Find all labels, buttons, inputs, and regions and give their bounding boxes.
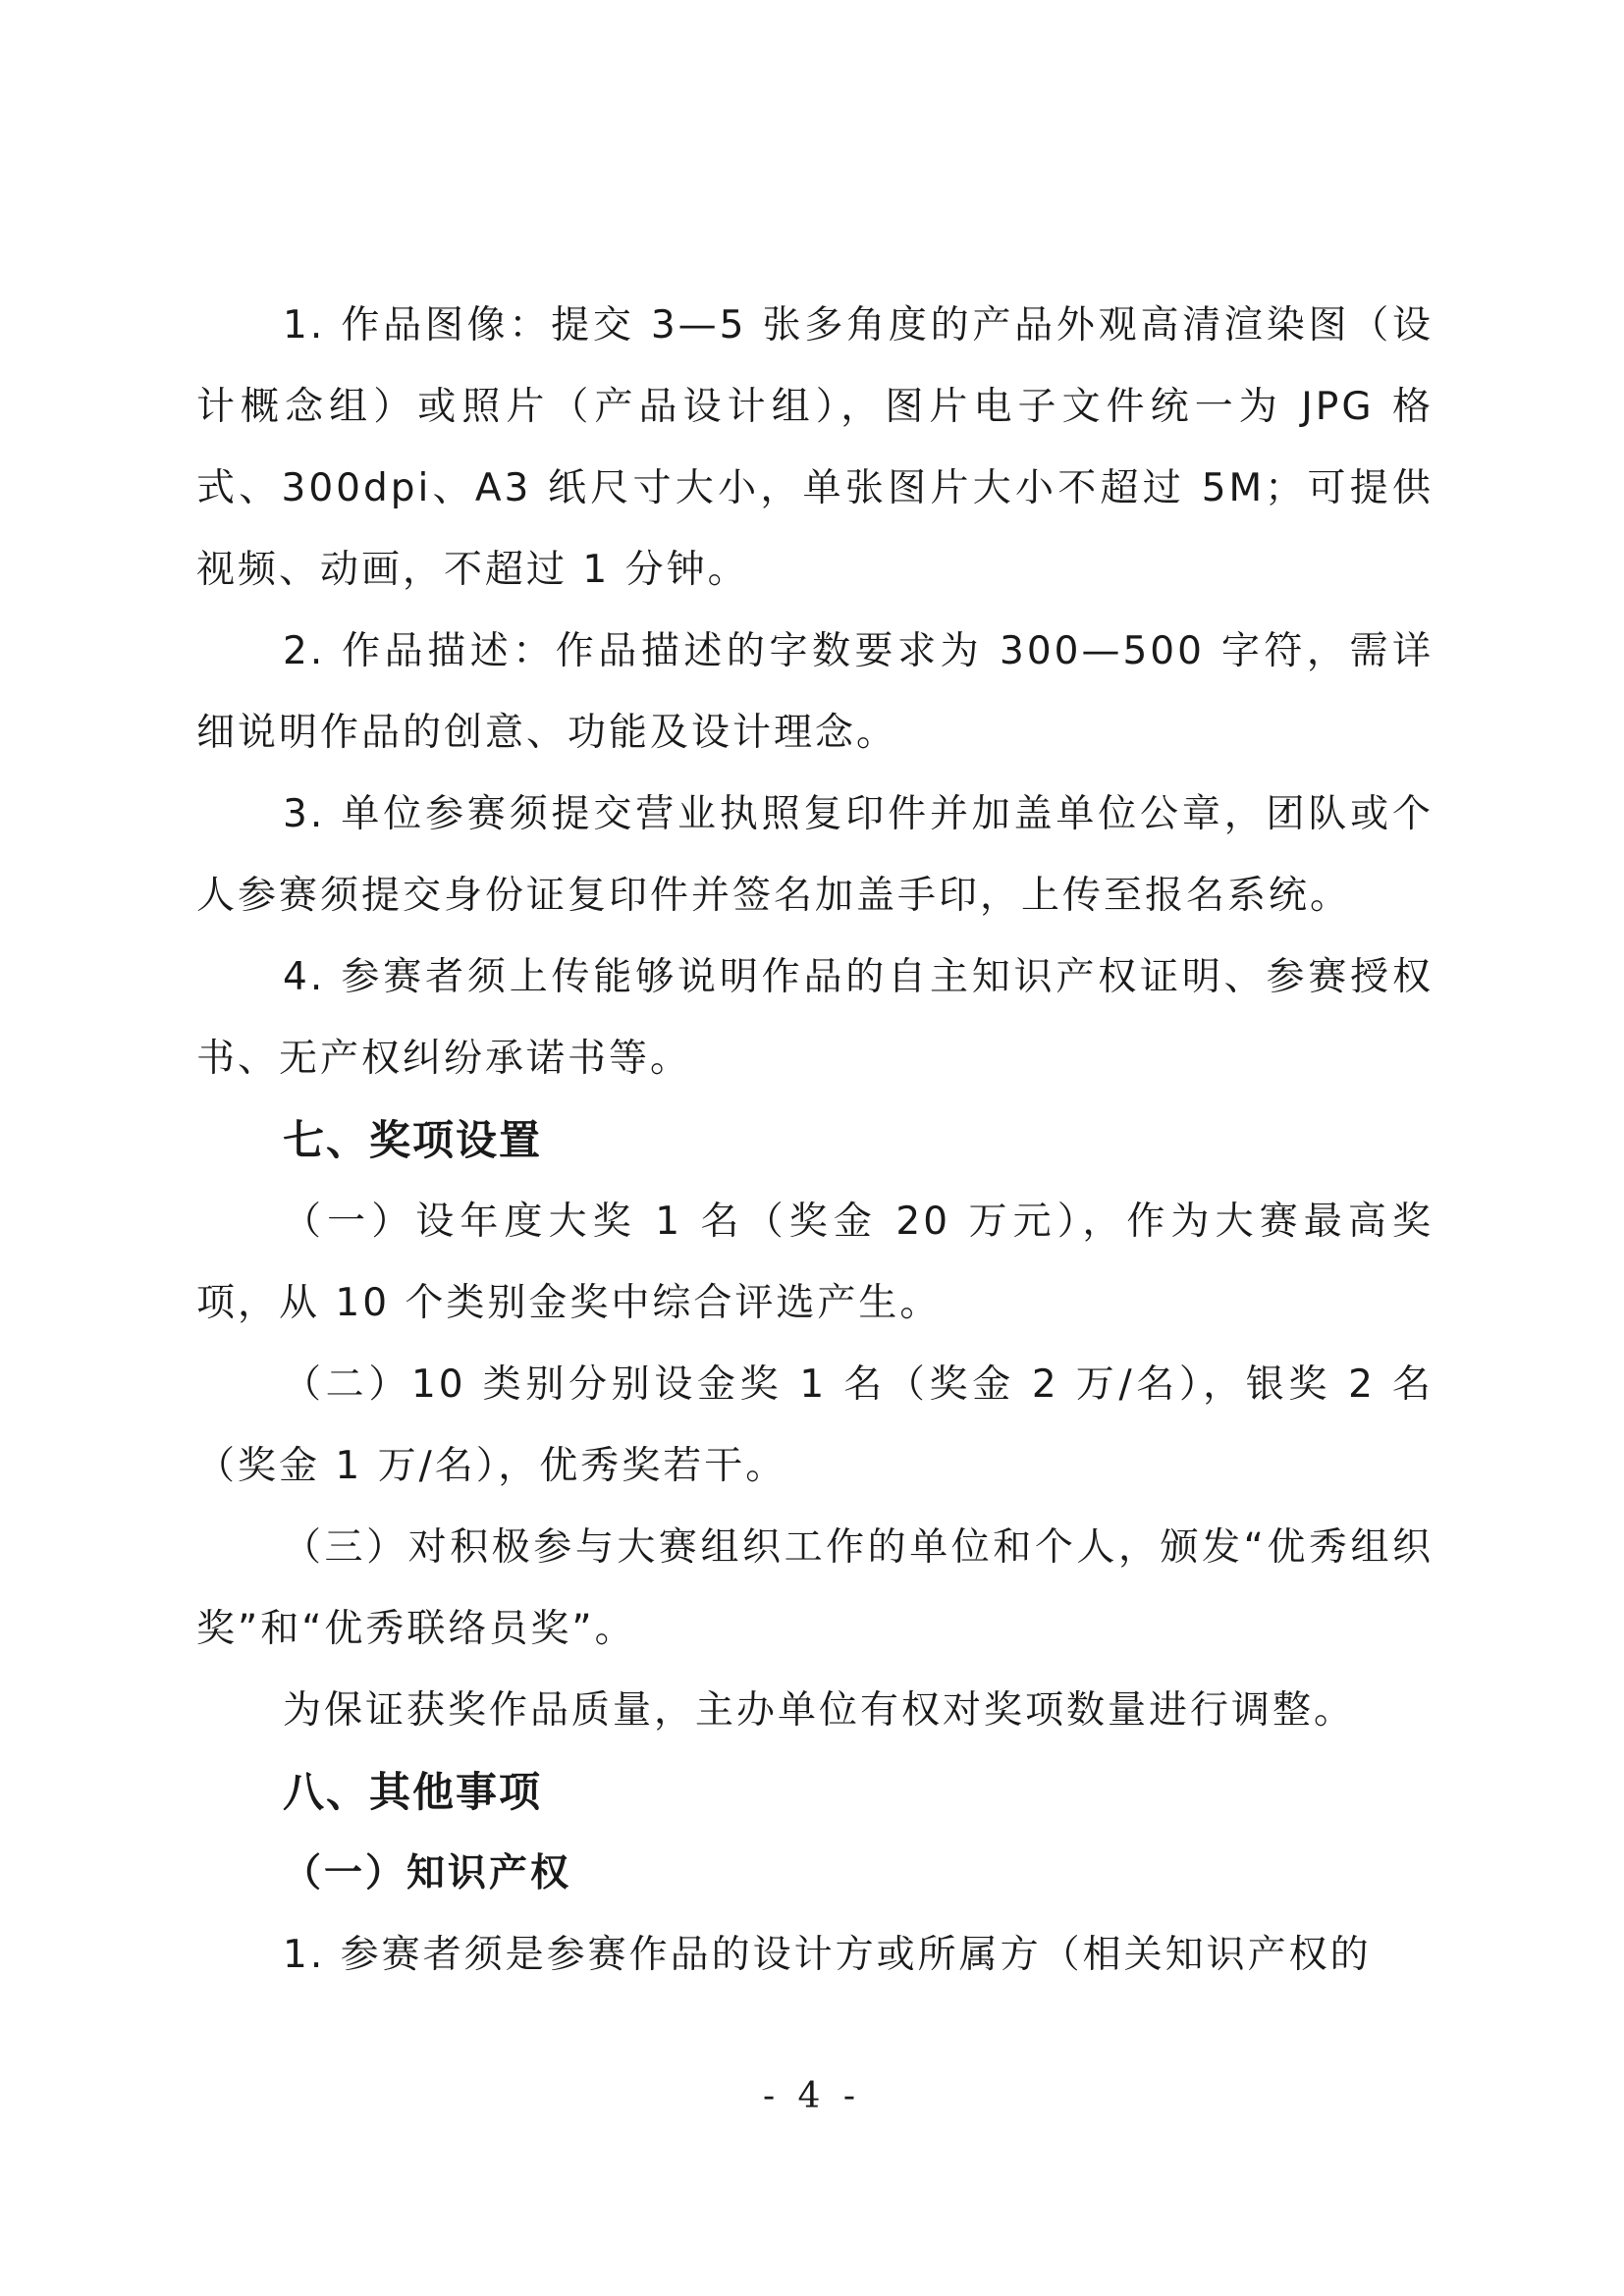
paragraph-description-requirements: 2. 作品描述：作品描述的字数要求为 300—500 字符，需详细说明作品的创意、功能及设计理念。 — [196, 629, 1434, 755]
page-number: - 4 - — [762, 2076, 862, 2116]
paragraph-entity-documents: 3. 单位参赛须提交营业执照复印件并加盖单位公章，团队或个人参赛须提交身份证复印件并签名加盖手印，上传至报名系统。 — [196, 792, 1434, 918]
section-heading-other-matters: 八、其他事项 — [283, 1768, 543, 1816]
paragraph-image-requirements: 1. 作品图像：提交 3—5 张多角度的产品外观高清渲染图（设计概念组）或照片（产品设计组），图片电子文件统一为 JPG 格式、300dpi、A3 纸尺寸大小，单张图片大小不超过 5M；可提供视频、动画，不超过 1 分钟。 — [196, 303, 1434, 592]
paragraph-designer-ownership: 1. 参赛者须是参赛作品的设计方或所属方（相关知识产权的 — [283, 1933, 1372, 1977]
paragraph-category-awards: （二）10 类别分别设金奖 1 名（奖金 2 万/名），银奖 2 名（奖金 1 万/名），优秀奖若干。 — [196, 1362, 1434, 1488]
document-body — [196, 285, 1434, 1996]
paragraph-organization-awards: （三）对积极参与大赛组织工作的单位和个人，颁发“优秀组织奖”和“优秀联络员奖”。 — [196, 1525, 1434, 1651]
paragraph-award-adjustment: 为保证获奖作品质量，主办单位有权对奖项数量进行调整。 — [283, 1688, 1356, 1733]
paragraph-ip-proof: 4. 参赛者须上传能够说明作品的自主知识产权证明、参赛授权书、无产权纠纷承诺书等。 — [196, 955, 1434, 1081]
paragraph-grand-prize: （一）设年度大奖 1 名（奖金 20 万元），作为大赛最高奖项，从 10 个类别金奖中综合评选产生。 — [196, 1200, 1434, 1325]
section-heading-awards: 七、奖项设置 — [283, 1116, 543, 1164]
subheading-intellectual-property: （一）知识产权 — [283, 1850, 572, 1896]
